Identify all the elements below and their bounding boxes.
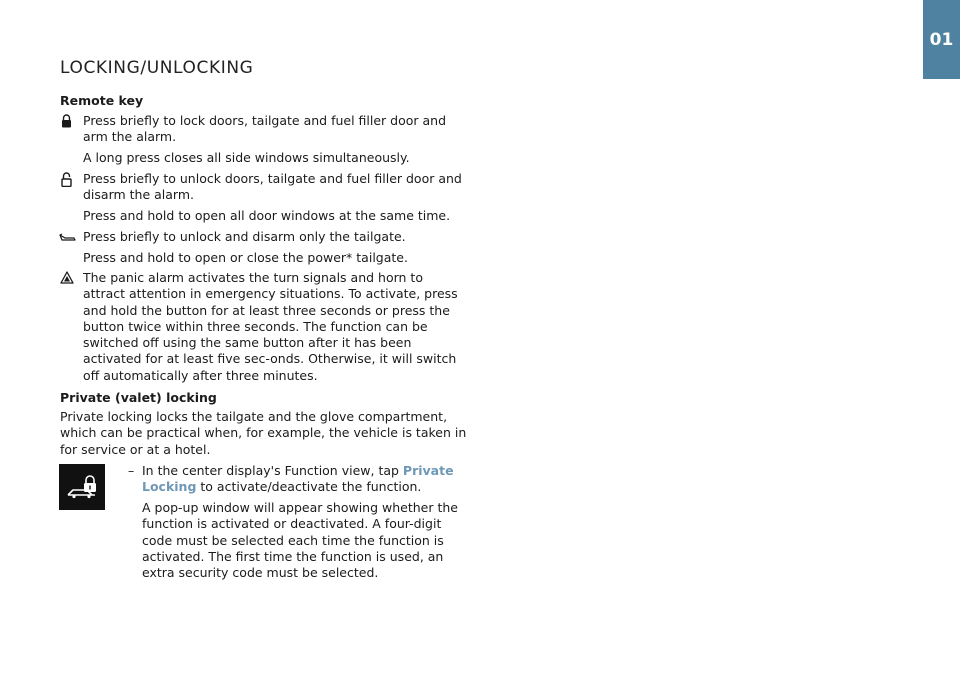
unlock-description: Press briefly to unlock doors, tailgate and fuel filler door and disarm the alarm. — [83, 171, 462, 203]
lock-icon — [61, 114, 72, 128]
unlock-icon — [61, 172, 72, 187]
car-padlock-icon — [65, 474, 99, 500]
private-locking-image — [59, 464, 105, 510]
private-locking-link[interactable]: Private Locking — [142, 463, 454, 495]
private-locking-step-note: A pop-up window will appear showing whether the function is activated or deactivated. A four-digit code must be selected each time the function is activated. The first time the function is used, an extra security code must be selected. — [142, 500, 458, 581]
step-text-prefix: In the center display's Function view, tap — [142, 463, 403, 478]
private-locking-step — [142, 463, 467, 496]
private-locking-intro: Private locking locks the tailgate and the glove compartment, which can be practical when, for example, the vehicle is taken in for service or at a hotel. — [60, 409, 467, 457]
panic-alarm-icon — [60, 271, 74, 284]
step-text-suffix: to activate/deactivate the function. — [196, 479, 422, 495]
step-bullet: – — [128, 463, 135, 478]
private-locking-heading: Private (valet) locking — [60, 390, 217, 405]
tailgate-icon — [59, 233, 76, 242]
tailgate-hold-note: Press and hold to open or close the power* tailgate. — [83, 250, 408, 265]
remote-key-heading: Remote key — [60, 93, 144, 108]
tailgate-description: Press briefly to unlock and disarm only the tailgate. — [83, 229, 406, 244]
unlock-hold-note: Press and hold to open all door windows at the same time. — [83, 208, 451, 223]
chapter-tab[interactable]: 01 — [923, 0, 960, 79]
page-title: LOCKING/UNLOCKING — [60, 58, 254, 78]
lock-description: Press briefly to lock doors, tailgate and fuel filler door and arm the alarm. — [83, 113, 447, 145]
lock-long-press-note: A long press closes all side windows simultaneously. — [83, 150, 410, 165]
panic-alarm-description: The panic alarm activates the turn signals and horn to attract attention in emergency situations. To activate, press and hold the button for at least three seconds or press the button twice within three seconds. The function can be switched off using the same button after it has been activated for at least five sec-onds. Otherwise, it will switch off automatically after three minutes. — [83, 270, 458, 383]
